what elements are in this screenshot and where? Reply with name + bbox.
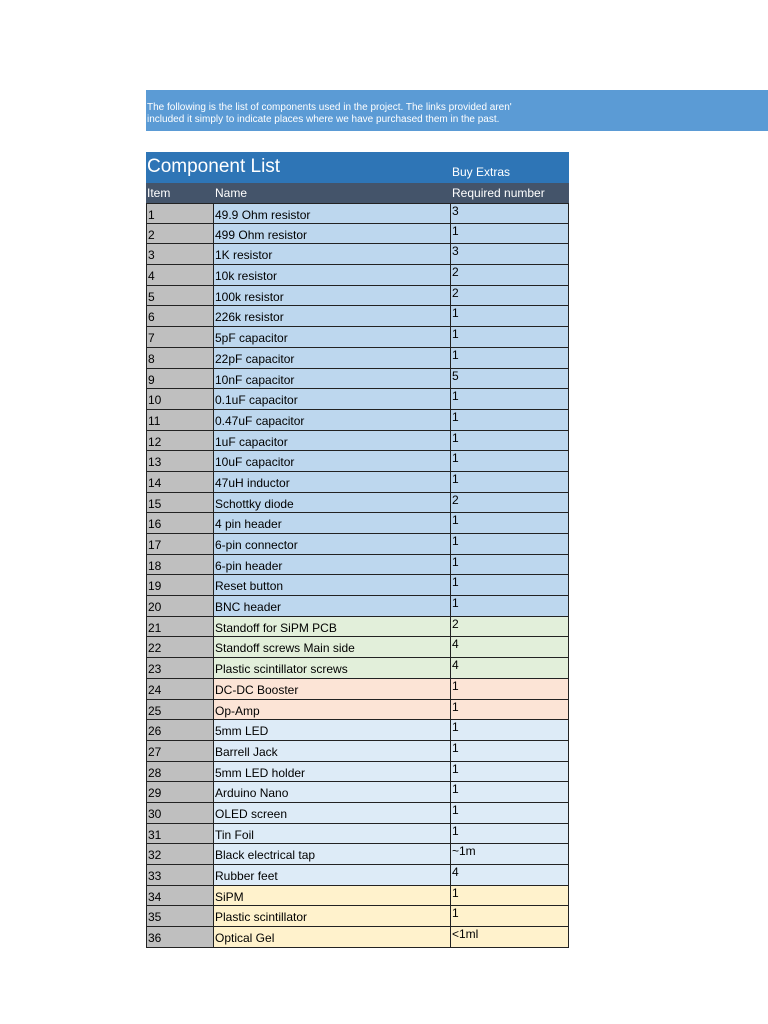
cell-item: 22	[146, 637, 214, 657]
cell-name: 1K resistor	[214, 244, 451, 264]
intro-banner	[146, 90, 768, 131]
cell-item: 23	[146, 658, 214, 678]
table-row	[146, 369, 569, 390]
cell-item: 30	[146, 803, 214, 823]
cell-name: 49.9 Ohm resistor	[214, 204, 451, 223]
table-row	[146, 493, 569, 514]
cell-required-number: 4	[451, 637, 569, 657]
cell-item: 17	[146, 534, 214, 554]
cell-required-number: 1	[451, 327, 569, 347]
cell-item: 8	[146, 348, 214, 368]
table-row	[146, 575, 569, 596]
table-row	[146, 596, 569, 617]
table-row	[146, 348, 569, 369]
cell-item: 25	[146, 700, 214, 720]
cell-name: 5mm LED holder	[214, 762, 451, 782]
cell-name: 10nF capacitor	[214, 369, 451, 389]
cell-name: 5mm LED	[214, 720, 451, 740]
cell-name: 6-pin connector	[214, 534, 451, 554]
cell-required-number: 2	[451, 617, 569, 637]
cell-required-number: 1	[451, 782, 569, 802]
cell-item: 33	[146, 865, 214, 885]
table-row	[146, 844, 569, 865]
table-row	[146, 658, 569, 679]
cell-required-number: 4	[451, 865, 569, 885]
table-row	[146, 203, 569, 224]
cell-item: 1	[146, 204, 214, 223]
cell-required-number: 1	[451, 700, 569, 720]
buy-extras-label: Buy Extras	[452, 165, 511, 179]
cell-required-number: 1	[451, 513, 569, 533]
cell-required-number: 1	[451, 679, 569, 699]
cell-required-number: 1	[451, 741, 569, 761]
table-row	[146, 265, 569, 286]
cell-required-number: 5	[451, 369, 569, 389]
cell-name: 100k resistor	[214, 286, 451, 306]
cell-required-number: 1	[451, 906, 569, 926]
cell-name: 0.1uF capacitor	[214, 389, 451, 409]
table-row	[146, 637, 569, 658]
cell-item: 29	[146, 782, 214, 802]
cell-name: 10k resistor	[214, 265, 451, 285]
table-row	[146, 824, 569, 845]
table-row	[146, 244, 569, 265]
cell-item: 34	[146, 886, 214, 906]
table-row	[146, 679, 569, 700]
cell-item: 9	[146, 369, 214, 389]
cell-name: DC-DC Booster	[214, 679, 451, 699]
cell-required-number: 2	[451, 493, 569, 513]
cell-required-number: 1	[451, 348, 569, 368]
cell-name: Schottky diode	[214, 493, 451, 513]
table-row	[146, 306, 569, 327]
table-row	[146, 617, 569, 638]
cell-item: 16	[146, 513, 214, 533]
cell-name: 10uF capacitor	[214, 451, 451, 471]
cell-name: OLED screen	[214, 803, 451, 823]
cell-required-number: 4	[451, 658, 569, 678]
cell-name: Optical Gel	[214, 927, 451, 947]
table-row	[146, 327, 569, 348]
cell-name: Rubber feet	[214, 865, 451, 885]
cell-name: Black electrical tap	[214, 844, 451, 864]
cell-item: 35	[146, 906, 214, 926]
cell-name: BNC header	[214, 596, 451, 616]
cell-name: 22pF capacitor	[214, 348, 451, 368]
table-title-row	[146, 152, 569, 183]
table-row	[146, 472, 569, 493]
cell-item: 5	[146, 286, 214, 306]
cell-name: 6-pin header	[214, 555, 451, 575]
intro-line-1: The following is the list of components used in the project. The links provided aren'	[147, 102, 512, 113]
cell-item: 32	[146, 844, 214, 864]
cell-required-number: 1	[451, 224, 569, 244]
table-row	[146, 865, 569, 886]
cell-item: 13	[146, 451, 214, 471]
table-row	[146, 513, 569, 534]
cell-item: 28	[146, 762, 214, 782]
table-row	[146, 451, 569, 472]
cell-name: 4 pin header	[214, 513, 451, 533]
cell-item: 24	[146, 679, 214, 699]
table-row	[146, 431, 569, 452]
cell-required-number: 1	[451, 886, 569, 906]
cell-name: 5pF capacitor	[214, 327, 451, 347]
cell-name: SiPM	[214, 886, 451, 906]
table-body	[146, 203, 569, 948]
cell-item: 14	[146, 472, 214, 492]
table-row	[146, 389, 569, 410]
cell-required-number: ~1m	[451, 844, 569, 864]
cell-item: 15	[146, 493, 214, 513]
intro-line-2: included it simply to indicate places where we have purchased them in the past.	[147, 114, 500, 125]
cell-name: Barrell Jack	[214, 741, 451, 761]
cell-name: Op-Amp	[214, 700, 451, 720]
cell-item: 36	[146, 927, 214, 947]
table-row	[146, 700, 569, 721]
table-row	[146, 927, 569, 948]
cell-item: 31	[146, 824, 214, 844]
cell-required-number: 3	[451, 244, 569, 264]
cell-name: Arduino Nano	[214, 782, 451, 802]
table-row	[146, 803, 569, 824]
cell-item: 6	[146, 306, 214, 326]
cell-item: 27	[146, 741, 214, 761]
table-row	[146, 720, 569, 741]
table-row	[146, 534, 569, 555]
cell-item: 12	[146, 431, 214, 451]
table-row	[146, 410, 569, 431]
cell-name: 1uF capacitor	[214, 431, 451, 451]
cell-required-number: 1	[451, 762, 569, 782]
cell-name: Plastic scintillator	[214, 906, 451, 926]
cell-item: 10	[146, 389, 214, 409]
cell-name: Standoff for SiPM PCB	[214, 617, 451, 637]
cell-name: Standoff screws Main side	[214, 637, 451, 657]
cell-item: 21	[146, 617, 214, 637]
cell-item: 3	[146, 244, 214, 264]
table-header-row	[146, 183, 569, 203]
table-row	[146, 886, 569, 907]
table-row	[146, 782, 569, 803]
cell-item: 19	[146, 575, 214, 595]
cell-required-number: 3	[451, 204, 569, 223]
cell-name: Plastic scintillator screws	[214, 658, 451, 678]
header-required-number: Required number	[452, 186, 545, 200]
cell-required-number: 1	[451, 803, 569, 823]
cell-name: 47uH inductor	[214, 472, 451, 492]
table-row	[146, 224, 569, 245]
cell-required-number: <1ml	[451, 927, 569, 947]
cell-required-number: 1	[451, 575, 569, 595]
cell-name: Tin Foil	[214, 824, 451, 844]
cell-required-number: 1	[451, 720, 569, 740]
cell-required-number: 1	[451, 451, 569, 471]
header-name: Name	[215, 186, 248, 200]
cell-required-number: 1	[451, 389, 569, 409]
cell-required-number: 2	[451, 265, 569, 285]
cell-required-number: 1	[451, 534, 569, 554]
cell-name: 499 Ohm resistor	[214, 224, 451, 244]
cell-item: 2	[146, 224, 214, 244]
cell-name: Reset button	[214, 575, 451, 595]
cell-item: 11	[146, 410, 214, 430]
table-row	[146, 741, 569, 762]
cell-required-number: 1	[451, 472, 569, 492]
cell-required-number: 1	[451, 555, 569, 575]
cell-required-number: 1	[451, 410, 569, 430]
table-row	[146, 555, 569, 576]
table-row	[146, 286, 569, 307]
cell-name: 226k resistor	[214, 306, 451, 326]
cell-item: 26	[146, 720, 214, 740]
cell-required-number: 1	[451, 824, 569, 844]
cell-item: 4	[146, 265, 214, 285]
header-item: Item	[147, 186, 171, 200]
table-title: Component List	[147, 156, 281, 177]
cell-required-number: 1	[451, 431, 569, 451]
component-table	[146, 152, 569, 948]
cell-item: 7	[146, 327, 214, 347]
table-row	[146, 906, 569, 927]
cell-required-number: 1	[451, 306, 569, 326]
cell-name: 0.47uF capacitor	[214, 410, 451, 430]
cell-required-number: 1	[451, 596, 569, 616]
cell-item: 18	[146, 555, 214, 575]
cell-required-number: 2	[451, 286, 569, 306]
cell-item: 20	[146, 596, 214, 616]
table-row	[146, 762, 569, 783]
